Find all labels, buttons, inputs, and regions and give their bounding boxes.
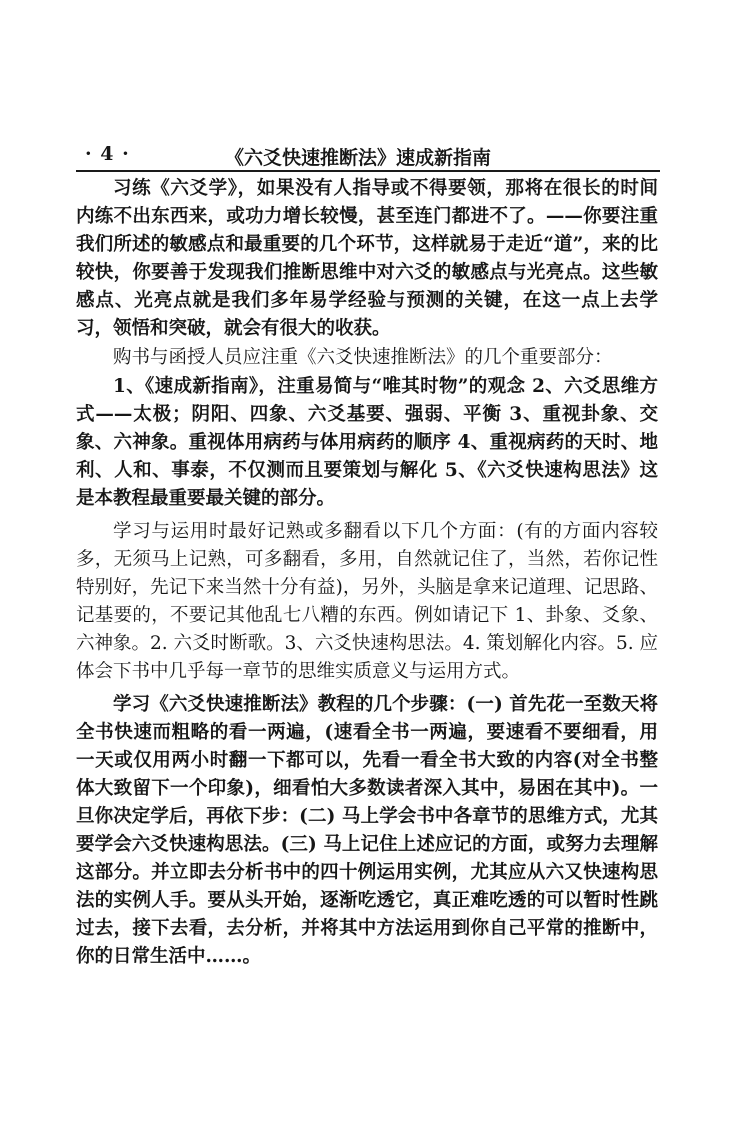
paragraph-key-parts-intro: 购书与函授人员应注重《六爻快速推断法》的几个重要部分：: [113, 347, 613, 368]
header-rule: [76, 170, 660, 172]
paragraph-memorize: 学习与运用时最好记熟或多翻看以下几个方面：(有的方面内容较多，无须马上记熟，可多翻看，多用，自然就记住了，当然，若你记性特别好，先记下来当然十分有益)，另外，头脑是拿来记道理、记思路、记基要的，不要记其他乱七八糟的东西。例如请记下 1、卦象、爻象、六神象。2. 六爻时断歌。3、六爻快速构思法。4. 策划解化内容。5. 应体会下书中几乎每一章节的思维实质意义与运用方式。: [76, 521, 658, 682]
paragraph-key-parts-list: 1、《速成新指南》，注重易简与“唯其时物”的观念 2、六爻思维方式——太极；阴阳、四象、六爻基要、强弱、平衡 3、重视卦象、交象、六神象。重视体用病药与体用病药的顺序 4、重视病药的天时、地利、人和、事泰，不仅测而且要策划与解化 5、《六爻快速构思法》这是本教程最重要最关键的部分。: [76, 376, 658, 509]
page-header: [80, 143, 660, 169]
body-text: [76, 175, 658, 972]
page-number: · 4 ·: [85, 143, 130, 165]
running-title: 《六爻快速推断法》速成新指南: [225, 147, 492, 169]
paragraph-study-steps: 学习《六爻快速推断法》教程的几个步骤：(一) 首先花一至数天将全书快速而粗略的看一两遍，(速看全书一两遍，要速看不要细看，用一天或仅用两小时翻一下都可以，先看一看全书大致的内容(对全书整体大致留下一个印象)，细看怕大多数读者深入其中，易困在其中)。一旦你决定学后，再依下步：(二) 马上学会书中各章节的思维方式，尤其要学会六爻快速构思法。(三) 马上记住上述应记的方面，或努力去理解这部分。并立即去分析书中的四十例运用实例，尤其应从六又快速构思法的实例人手。要从头开始，逐渐吃透它，真正难吃透的可以暂时性跳过去，接下去看，去分析，并将其中方法运用到你自己平常的推断中，你的日常生活中……。: [76, 694, 658, 967]
paragraph-practice: 习练《六爻学》，如果没有人指导或不得要领，那将在很长的时间内练不出东西来，或功力增长较慢，甚至连门都进不了。——你要注重我们所述的敏感点和最重要的几个环节，这样就易于走近“道”，来的比较快，你要善于发现我们推断思维中对六爻的敏感点与光亮点。这些敏感点、光亮点就是我们多年易学经验与预测的关键，在这一点上去学习，领悟和突破，就会有很大的收获。: [76, 178, 658, 339]
